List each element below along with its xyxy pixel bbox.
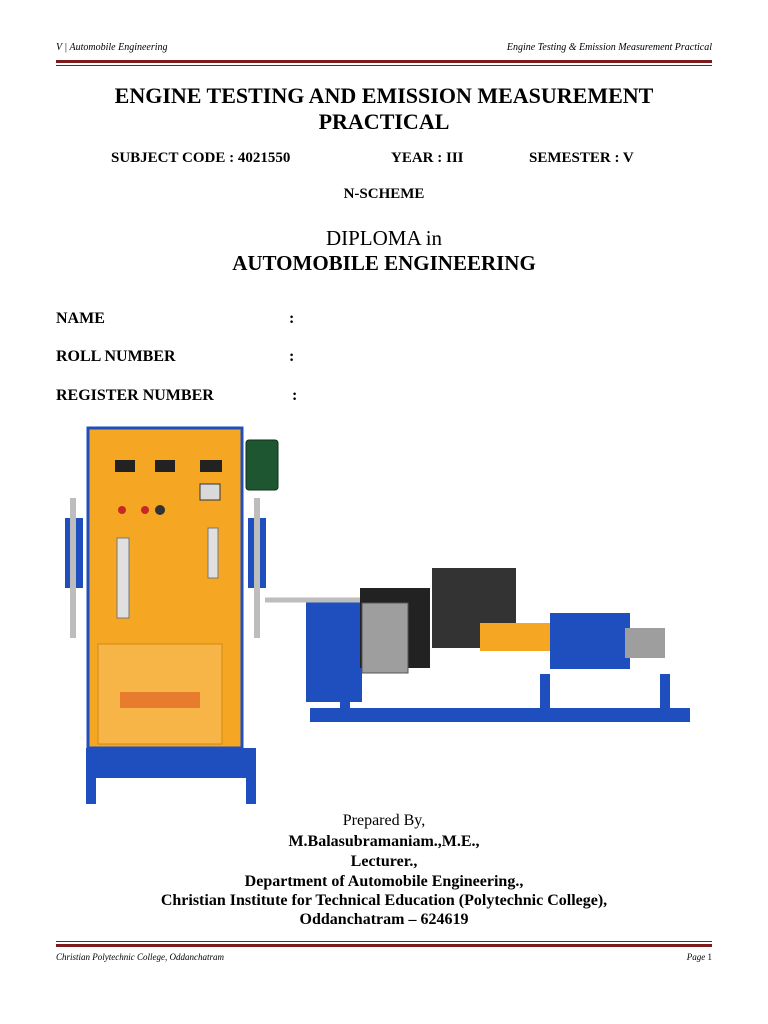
title-line-2: PRACTICAL	[318, 109, 450, 134]
footer-rule-thin	[56, 941, 712, 942]
register-number-label: REGISTER NUMBER	[56, 387, 214, 404]
year: YEAR : III	[391, 150, 464, 166]
author-place: Oddanchatram – 624619	[299, 911, 469, 928]
diploma-line-2: AUTOMOBILE ENGINEERING	[232, 251, 536, 275]
author-department: Department of Automobile Engineering.,	[244, 873, 524, 890]
header-right: Engine Testing & Emission Measurement Practical	[506, 42, 712, 53]
header-left: V | Automobile Engineering	[56, 42, 168, 53]
header-rule	[56, 60, 712, 63]
footer-left: Christian Polytechnic College, Oddanchatram	[56, 952, 224, 962]
subject-code: SUBJECT CODE : 4021550	[111, 150, 291, 166]
header-rule-thin	[56, 65, 712, 66]
footer-rule	[56, 944, 712, 947]
name-colon: :	[289, 310, 295, 327]
document-title	[0, 83, 768, 135]
semester: SEMESTER : V	[529, 150, 634, 166]
page-number: 1	[707, 952, 712, 962]
prepared-by-label: Prepared By,	[342, 812, 426, 829]
register-number-colon: :	[292, 387, 298, 404]
page-header	[56, 42, 712, 60]
diploma-line-1: DIPLOMA in	[325, 226, 443, 250]
engine-test-rig-image	[60, 418, 710, 810]
title-line-1: ENGINE TESTING AND EMISSION MEASUREMENT	[114, 83, 654, 108]
author-designation: Lecturer.,	[350, 853, 418, 870]
author-institute: Christian Institute for Technical Education (Polytechnic College),	[160, 892, 608, 909]
page-number-block	[687, 952, 712, 962]
page-footer	[56, 952, 712, 968]
scheme: N-SCHEME	[343, 186, 425, 202]
author-name: M.Balasubramaniam.,M.E.,	[288, 833, 480, 850]
page-label: Page	[686, 952, 706, 962]
roll-number-label: ROLL NUMBER	[56, 348, 176, 365]
roll-number-colon: :	[289, 348, 295, 365]
name-label: NAME	[56, 310, 105, 327]
